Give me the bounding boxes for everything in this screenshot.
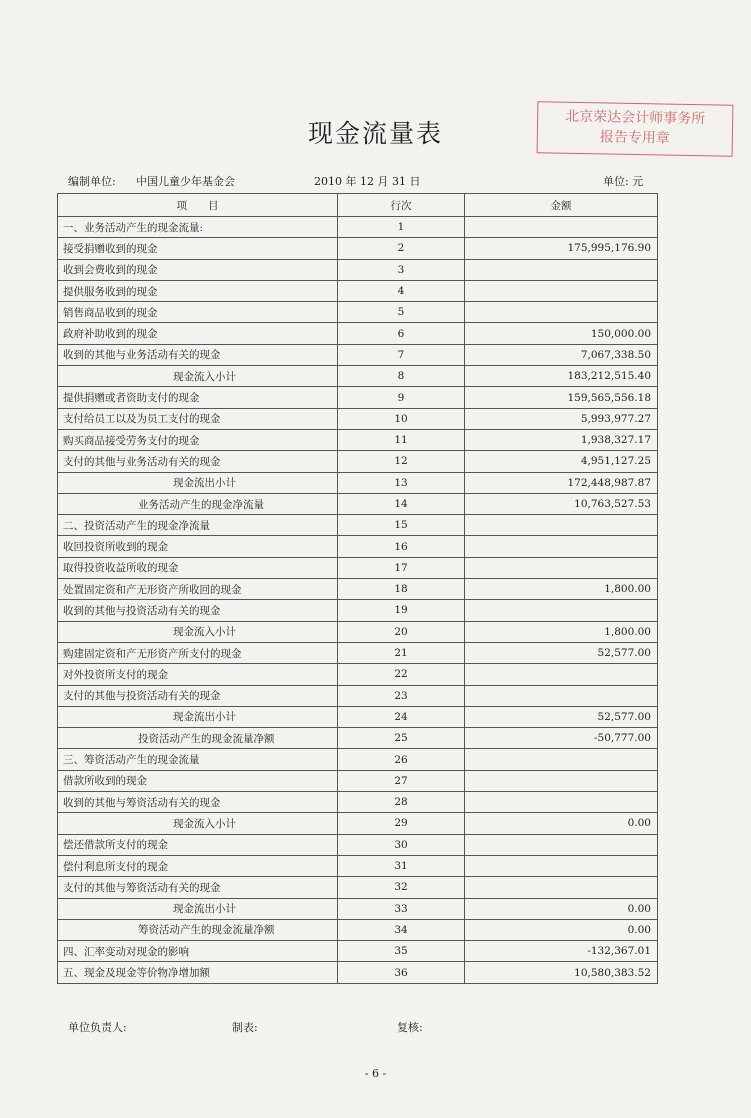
- row-line-number: 27: [338, 770, 465, 791]
- row-item: 处置固定资和产无形资产所收回的现金: [58, 579, 338, 600]
- row-line-number: 2: [338, 238, 465, 259]
- row-amount: -50,777.00: [465, 728, 658, 749]
- row-item: 现金流入小计: [58, 813, 338, 834]
- preparing-unit-label: 编制单位:: [68, 175, 116, 188]
- row-line-number: 35: [338, 941, 465, 962]
- row-item: 收到的其他与投资活动有关的现金: [58, 600, 338, 621]
- row-item: 现金流入小计: [58, 621, 338, 642]
- row-amount: 150,000.00: [465, 323, 658, 344]
- row-line-number: 20: [338, 621, 465, 642]
- row-item: 支付的其他与筹资活动有关的现金: [58, 877, 338, 898]
- row-amount: 0.00: [465, 898, 658, 919]
- row-item: 支付的其他与业务活动有关的现金: [58, 451, 338, 472]
- row-amount: 159,565,556.18: [465, 387, 658, 408]
- table-row: [58, 749, 658, 770]
- row-line-number: 22: [338, 664, 465, 685]
- row-amount: 1,800.00: [465, 621, 658, 642]
- table-row: [58, 536, 658, 557]
- row-line-number: 4: [338, 280, 465, 301]
- table-header-row: [58, 194, 658, 217]
- row-line-number: 15: [338, 515, 465, 536]
- table-row: [58, 728, 658, 749]
- table-row: [58, 898, 658, 919]
- table-row: [58, 813, 658, 834]
- row-line-number: 23: [338, 685, 465, 706]
- table-row: [58, 387, 658, 408]
- row-amount: 1,938,327.17: [465, 429, 658, 450]
- table-row: [58, 877, 658, 898]
- row-line-number: 19: [338, 600, 465, 621]
- header-amount: 金额: [465, 194, 658, 217]
- table-row: [58, 706, 658, 727]
- row-line-number: 28: [338, 792, 465, 813]
- table-row: [58, 664, 658, 685]
- row-item: 对外投资所支付的现金: [58, 664, 338, 685]
- table-row: [58, 451, 658, 472]
- page-number: - 6 -: [364, 1067, 387, 1080]
- stamp-line-1: 北京荣达会计师事务所: [565, 108, 706, 128]
- row-line-number: 1: [338, 217, 465, 238]
- auditor-stamp: [537, 101, 734, 156]
- row-amount: 4,951,127.25: [465, 451, 658, 472]
- table-row: [58, 238, 658, 259]
- row-item: 业务活动产生的现金净流量: [58, 493, 338, 514]
- row-item: 偿付利息所支付的现金: [58, 855, 338, 876]
- row-amount: 7,067,338.50: [465, 344, 658, 365]
- table-row: [58, 792, 658, 813]
- row-line-number: 26: [338, 749, 465, 770]
- table-row: [58, 642, 658, 663]
- row-item: 支付的其他与投资活动有关的现金: [58, 685, 338, 706]
- row-item: 收回投资所收到的现金: [58, 536, 338, 557]
- row-amount: 172,448,987.87: [465, 472, 658, 493]
- row-item: 政府补助收到的现金: [58, 323, 338, 344]
- row-item: 现金流出小计: [58, 706, 338, 727]
- row-item: 四、汇率变动对现金的影响: [58, 941, 338, 962]
- row-amount: 0.00: [465, 813, 658, 834]
- row-line-number: 18: [338, 579, 465, 600]
- row-line-number: 12: [338, 451, 465, 472]
- row-amount: [465, 877, 658, 898]
- table-row: [58, 941, 658, 962]
- row-item: 提供捐赠或者资助支付的现金: [58, 387, 338, 408]
- row-item: 取得投资收益所收的现金: [58, 557, 338, 578]
- principal-label: 单位负责人:: [68, 1021, 127, 1034]
- table-row: [58, 217, 658, 238]
- table-row: [58, 280, 658, 301]
- table-row: [58, 323, 658, 344]
- row-item: 一、业务活动产生的现金流量:: [58, 217, 338, 238]
- row-item: 收到的其他与筹资活动有关的现金: [58, 792, 338, 813]
- table-row: [58, 472, 658, 493]
- row-item: 偿还借款所支付的现金: [58, 834, 338, 855]
- row-item: 三、筹资活动产生的现金流量: [58, 749, 338, 770]
- row-amount: [465, 600, 658, 621]
- table-row: [58, 259, 658, 280]
- row-line-number: 5: [338, 302, 465, 323]
- row-item: 现金流出小计: [58, 472, 338, 493]
- reviewer-label: 复核:: [397, 1021, 423, 1034]
- row-amount: 10,580,383.52: [465, 962, 658, 983]
- row-item: 筹资活动产生的现金流量净额: [58, 919, 338, 940]
- row-item: 投资活动产生的现金流量净额: [58, 728, 338, 749]
- row-item: 提供服务收到的现金: [58, 280, 338, 301]
- row-line-number: 30: [338, 834, 465, 855]
- row-line-number: 33: [338, 898, 465, 919]
- row-item: 二、投资活动产生的现金净流量: [58, 515, 338, 536]
- table-row: [58, 962, 658, 983]
- row-amount: 10,763,527.53: [465, 493, 658, 514]
- stamp-line-2: 报告专用章: [599, 129, 670, 147]
- table-row: [58, 344, 658, 365]
- table-row: [58, 855, 658, 876]
- preparer-label: 制表:: [232, 1021, 258, 1034]
- row-line-number: 21: [338, 642, 465, 663]
- table-row: [58, 408, 658, 429]
- row-amount: [465, 557, 658, 578]
- table-row: [58, 834, 658, 855]
- row-amount: [465, 770, 658, 791]
- row-amount: [465, 515, 658, 536]
- row-amount: 0.00: [465, 919, 658, 940]
- row-amount: 5,993,977.27: [465, 408, 658, 429]
- row-amount: -132,367.01: [465, 941, 658, 962]
- table-row: [58, 621, 658, 642]
- row-amount: 52,577.00: [465, 642, 658, 663]
- table-row: [58, 493, 658, 514]
- row-item: 购建固定资和产无形资产所支付的现金: [58, 642, 338, 663]
- row-item: 现金流出小计: [58, 898, 338, 919]
- row-line-number: 34: [338, 919, 465, 940]
- row-line-number: 7: [338, 344, 465, 365]
- row-amount: [465, 855, 658, 876]
- row-amount: [465, 302, 658, 323]
- row-line-number: 31: [338, 855, 465, 876]
- row-line-number: 32: [338, 877, 465, 898]
- row-line-number: 6: [338, 323, 465, 344]
- row-line-number: 11: [338, 429, 465, 450]
- table-row: [58, 579, 658, 600]
- table-row: [58, 302, 658, 323]
- table-row: [58, 366, 658, 387]
- row-item: 现金流入小计: [58, 366, 338, 387]
- row-item: 收到的其他与业务活动有关的现金: [58, 344, 338, 365]
- report-date: 2010 年 12 月 31 日: [314, 175, 421, 188]
- row-amount: 52,577.00: [465, 706, 658, 727]
- row-line-number: 3: [338, 259, 465, 280]
- row-line-number: 24: [338, 706, 465, 727]
- row-amount: [465, 685, 658, 706]
- row-amount: 183,212,515.40: [465, 366, 658, 387]
- row-amount: [465, 536, 658, 557]
- table-row: [58, 429, 658, 450]
- row-item: 销售商品收到的现金: [58, 302, 338, 323]
- row-amount: [465, 259, 658, 280]
- page-title: 现金流量表: [307, 119, 443, 148]
- row-amount: [465, 749, 658, 770]
- row-amount: [465, 217, 658, 238]
- row-line-number: 10: [338, 408, 465, 429]
- header-item: 项 目: [58, 194, 338, 217]
- row-line-number: 14: [338, 493, 465, 514]
- row-item: 借款所收到的现金: [58, 770, 338, 791]
- row-item: 支付给员工以及为员工支付的现金: [58, 408, 338, 429]
- row-amount: 1,800.00: [465, 579, 658, 600]
- row-amount: [465, 280, 658, 301]
- table-row: [58, 515, 658, 536]
- row-line-number: 25: [338, 728, 465, 749]
- row-amount: 175,995,176.90: [465, 238, 658, 259]
- row-line-number: 8: [338, 366, 465, 387]
- row-line-number: 36: [338, 962, 465, 983]
- row-item: 购买商品接受劳务支付的现金: [58, 429, 338, 450]
- table-row: [58, 600, 658, 621]
- table-row: [58, 770, 658, 791]
- row-line-number: 29: [338, 813, 465, 834]
- row-line-number: 16: [338, 536, 465, 557]
- row-item: 接受捐赠收到的现金: [58, 238, 338, 259]
- row-amount: [465, 792, 658, 813]
- table-row: [58, 557, 658, 578]
- row-item: 五、现金及现金等价物净增加额: [58, 962, 338, 983]
- row-item: 收到会费收到的现金: [58, 259, 338, 280]
- cash-flow-table: [57, 193, 658, 984]
- currency-unit: 单位: 元: [603, 175, 644, 188]
- table-row: [58, 919, 658, 940]
- row-amount: [465, 664, 658, 685]
- table-row: [58, 685, 658, 706]
- row-amount: [465, 834, 658, 855]
- header-line: 行次: [338, 194, 465, 217]
- row-line-number: 13: [338, 472, 465, 493]
- row-line-number: 9: [338, 387, 465, 408]
- row-line-number: 17: [338, 557, 465, 578]
- preparing-unit-name: 中国儿童少年基金会: [136, 175, 235, 188]
